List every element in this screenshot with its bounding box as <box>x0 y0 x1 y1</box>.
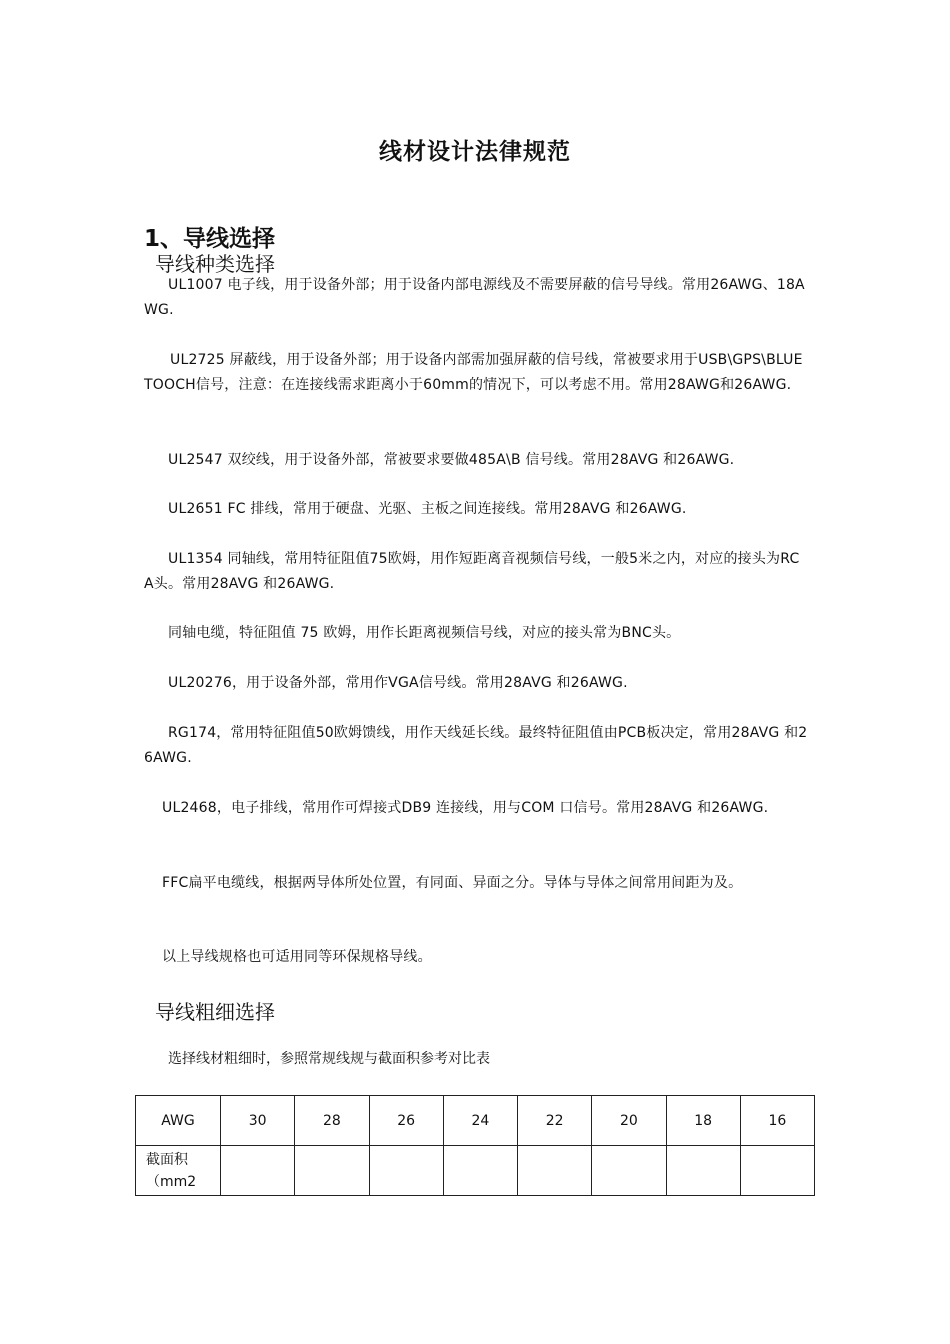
paragraph-ul2547: UL2547 双绞线，用于设备外部，常被要求要做485A\B 信号线。常用28AVG 和26AWG. <box>168 452 735 468</box>
table-cell-awg-26: 26 <box>369 1096 443 1146</box>
table-cell-awg-20: 20 <box>592 1096 666 1146</box>
cross-section-unit: （mm2 <box>146 1173 197 1190</box>
document-title: 线材设计法律规范 <box>379 139 571 165</box>
paragraph-ul20276: UL20276，用于设备外部，常用作VGA信号线。常用28AVG 和26AWG. <box>168 675 628 691</box>
table-cell-awg-16: 16 <box>740 1096 814 1146</box>
table-cell-empty <box>518 1146 592 1196</box>
table-header-awg: AWG <box>136 1096 221 1146</box>
paragraph-coax-cable: 同轴电缆，特征阻值 75 欧姆，用作长距离视频信号线，对应的接头常为BNC头。 <box>168 625 681 641</box>
table-cell-empty <box>592 1146 666 1196</box>
awg-cross-section-table <box>135 1095 815 1196</box>
table-cell-awg-28: 28 <box>295 1096 369 1146</box>
table-cell-empty <box>666 1146 740 1196</box>
paragraph-environmental-note: 以上导线规格也可适用同等环保规格导线。 <box>162 949 432 965</box>
table-row-awg <box>136 1096 815 1146</box>
table-intro-text: 选择线材粗细时，参照常规线规与截面积参考对比表 <box>168 1051 490 1067</box>
paragraph-ul1354: UL1354 同轴线，常用特征阻值75欧姆，用作短距离音视频信号线，一般5米之内，对应的接头为RCA头。常用28AVG 和26AWG. <box>144 551 800 592</box>
table-cell-empty <box>221 1146 295 1196</box>
cross-section-label: 截面积 <box>146 1151 188 1168</box>
paragraph-ffc: FFC扁平电缆线，根据两导体所处位置，有同面、异面之分。导体与导体之间常用间距为及。 <box>162 875 743 891</box>
table-cell-awg-30: 30 <box>221 1096 295 1146</box>
table-cell-awg-18: 18 <box>666 1096 740 1146</box>
subheading-wire-type: 导线种类选择 <box>155 252 275 276</box>
table-cell-empty <box>295 1146 369 1196</box>
paragraph-ul1007: UL1007 电子线，用于设备外部；用于设备内部电源线及不需要屏蔽的信号导线。常用26AWG、18AWG. <box>144 277 805 318</box>
paragraph-ul2725: UL2725 屏蔽线，用于设备外部；用于设备内部需加强屏蔽的信号线，常被要求用于USB\GPS\BLUETOOCH信号，注意：在连接线需求距离小于60mm的情况下，可以考虑不用。常用28AWG和26AWG. <box>144 352 803 393</box>
table-header-cross-section <box>136 1146 221 1196</box>
table-cell-awg-24: 24 <box>443 1096 517 1146</box>
table-cell-empty <box>369 1146 443 1196</box>
table-row-cross-section <box>136 1146 815 1196</box>
section-heading-wire-selection: 1、导线选择 <box>144 226 276 252</box>
paragraph-ul2468: UL2468，电子排线，常用作可焊接式DB9 连接线，用与COM 口信号。常用28AVG 和26AWG. <box>162 800 769 816</box>
paragraph-rg174: RG174，常用特征阻值50欧姆馈线，用作天线延长线。最终特征阻值由PCB板决定，常用28AVG 和26AWG. <box>144 725 808 766</box>
paragraph-ul2651: UL2651 FC 排线，常用于硬盘、光驱、主板之间连接线。常用28AVG 和26AWG. <box>168 501 687 517</box>
table-cell-awg-22: 22 <box>518 1096 592 1146</box>
table-cell-empty <box>740 1146 814 1196</box>
subheading-wire-gauge: 导线粗细选择 <box>155 1000 275 1024</box>
table-cell-empty <box>443 1146 517 1196</box>
